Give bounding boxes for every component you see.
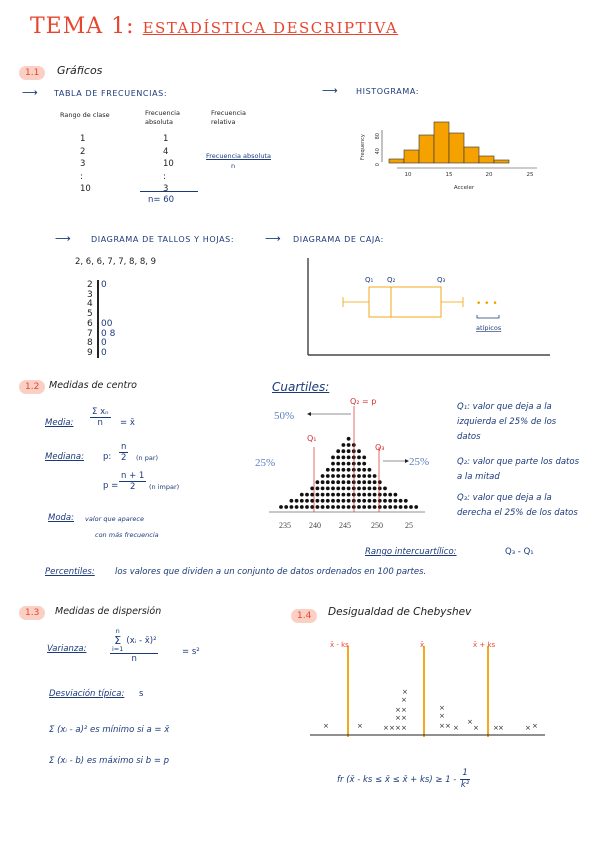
- dotplot-dot: [347, 443, 351, 447]
- dotplot-dot: [284, 505, 288, 509]
- dotplot-dot: [383, 499, 387, 503]
- dotplot-dot: [399, 499, 403, 503]
- chebyshev-frac: [460, 768, 469, 791]
- chebyshev-formula-text: fr (x̄ - ks ≤ x̄ ≤ x̄ + ks) ≥ 1 -: [337, 774, 457, 785]
- stem-value: 9: [87, 347, 93, 358]
- leaf-values: 0: [101, 338, 107, 349]
- arrow-icon: ⟶: [22, 86, 38, 99]
- data-point-x: ×: [453, 724, 459, 732]
- dotplot-dot: [342, 487, 346, 491]
- freq-cell-abs: 4: [163, 146, 169, 157]
- dotplot-dot: [414, 505, 418, 509]
- freq-cell-class: 1: [80, 134, 86, 144]
- dotplot-dot: [368, 487, 372, 491]
- dotplot-dot: [394, 505, 398, 509]
- dotplot-dot: [368, 505, 372, 509]
- chebyshev-formula: [337, 768, 470, 791]
- histogram-bar: [389, 159, 404, 163]
- freq-cell-abs: :: [163, 171, 166, 182]
- dotplot-dot: [357, 499, 361, 503]
- box-iqr: [369, 287, 441, 317]
- dotplot-dot: [347, 437, 351, 441]
- dotplot-dot: [357, 505, 361, 509]
- data-point-x: ×: [401, 714, 407, 722]
- dotplot-dot: [357, 493, 361, 497]
- dotplot-dot: [316, 487, 320, 491]
- dotplot-dot: [347, 474, 351, 478]
- freq-cell-class: 10: [80, 184, 91, 194]
- dotplot-dot: [362, 499, 366, 503]
- histogram-heading: HISTOGRAMA:: [356, 87, 420, 96]
- dotplot-dot: [336, 487, 340, 491]
- section-title-dispersion: Medidas de dispersión: [55, 606, 162, 617]
- varianza-label: Varianza:: [47, 644, 87, 654]
- dotplot-dot: [326, 499, 330, 503]
- label-mean: x̄: [420, 641, 425, 649]
- dotplot-dot: [279, 505, 283, 509]
- section-badge-1-4: 1.4: [291, 609, 317, 623]
- percentiles-label: Percentiles:: [45, 567, 95, 577]
- section-badge-1-2: 1.2: [19, 380, 45, 394]
- dotplot-dot: [347, 487, 351, 491]
- data-point-x: ×: [395, 714, 401, 722]
- arrow-icon: ⟶: [265, 232, 281, 245]
- media-num: Σ xₙ: [92, 407, 109, 417]
- col-header-rango: Rango de clase: [60, 111, 110, 119]
- data-point-x: ×: [498, 724, 504, 732]
- stem-divider: [97, 280, 99, 358]
- dotplot-dot: [331, 474, 335, 478]
- box-q3-label: Q₃: [437, 276, 446, 284]
- dotplot-dot: [409, 505, 413, 509]
- hist-xtick: 15: [445, 172, 453, 178]
- dotplot-dot: [305, 505, 309, 509]
- dotplot-dot: [331, 456, 335, 460]
- freq-table-heading: TABLA DE FRECUENCIAS:: [54, 89, 168, 98]
- hist-ytick: 0: [375, 163, 381, 167]
- dotplot-dot: [362, 462, 366, 466]
- page-title: [30, 14, 398, 39]
- dotplot-dot: [342, 480, 346, 484]
- data-point-x: ×: [402, 688, 408, 696]
- title-name: ESTADÍSTICA DESCRIPTIVA: [142, 19, 399, 37]
- dotplot-dot: [316, 505, 320, 509]
- dotplot-dot: [342, 443, 346, 447]
- dotplot-dot: [321, 493, 325, 497]
- media-den: n: [97, 418, 103, 428]
- moda-label: Moda:: [48, 513, 75, 523]
- box-outliers: • • •: [476, 299, 498, 309]
- dotplot-dot: [357, 474, 361, 478]
- dotplot-dot: [388, 505, 392, 509]
- dotplot-dot: [394, 499, 398, 503]
- dotplot-dot: [373, 499, 377, 503]
- dotplot-dot: [383, 487, 387, 491]
- dotplot-dot: [326, 468, 330, 472]
- dotplot-dot: [347, 505, 351, 509]
- dotplot-dot: [347, 499, 351, 503]
- histogram-bars: [389, 122, 509, 163]
- dotplot-dot: [316, 493, 320, 497]
- label-mean-minus-ks: x̄ - ks: [330, 641, 349, 649]
- dotplot-dot: [331, 505, 335, 509]
- mediana-f2-num: n + 1: [121, 471, 145, 481]
- varianza-sum-top: n: [115, 627, 120, 635]
- varianza-sum-symbol: Σ: [114, 634, 122, 647]
- dotplot-dot: [362, 474, 366, 478]
- dotplot-dot: [295, 505, 299, 509]
- dotplot-dot: [336, 456, 340, 460]
- dotplot-dot: [300, 493, 304, 497]
- qnote-2-label: Q₂:: [457, 457, 470, 467]
- hist-xlabel: Acceler: [453, 185, 475, 191]
- label-q3: Q₃: [375, 443, 385, 452]
- dotplot-dot: [404, 499, 408, 503]
- qnote-3-text: valor que deja a la derecha el 25% de los datos: [457, 493, 578, 518]
- dotplot-dot: [336, 462, 340, 466]
- dotplot-dot: [305, 499, 309, 503]
- data-point-x: ×: [473, 724, 479, 732]
- dotplot-dot: [331, 462, 335, 466]
- stem-value: 3: [87, 289, 93, 300]
- dotplot-dot: [383, 505, 387, 509]
- dotplot-dot: [357, 449, 361, 453]
- data-point-x: ×: [323, 722, 329, 730]
- varianza-sigma: [112, 628, 123, 653]
- percentiles-text: los valores que dividen a un conjunto de datos ordenados en 100 partes.: [115, 567, 427, 577]
- dotplot-dot: [373, 487, 377, 491]
- dotplot-dot: [336, 505, 340, 509]
- stem-value: 6: [87, 318, 93, 329]
- dotplot-dot: [373, 505, 377, 509]
- histogram-bar: [494, 160, 509, 163]
- label-25-left: 25%: [255, 457, 276, 469]
- histogram-bar: [404, 150, 419, 163]
- max-property: Σ (xᵢ - b) es máximo si b = p: [49, 756, 170, 766]
- dotplot-dot: [362, 493, 366, 497]
- dotplot-dot: [331, 499, 335, 503]
- dotplot-dot: [316, 499, 320, 503]
- dotplot-dot: [342, 493, 346, 497]
- data-point-x: ×: [401, 724, 407, 732]
- dotplot-dot: [310, 505, 314, 509]
- data-point-x: ×: [395, 724, 401, 732]
- histogram-bar: [419, 135, 434, 163]
- mediana-f2-den: 2: [129, 482, 136, 492]
- media-formula: [90, 407, 111, 428]
- data-point-x: ×: [395, 706, 401, 714]
- mediana-f1: [119, 442, 128, 463]
- data-point-x: ×: [383, 724, 389, 732]
- dotplot-dot: [362, 456, 366, 460]
- section-title-centro: Medidas de centro: [49, 380, 137, 391]
- section-badge-1-3: 1.3: [19, 606, 45, 620]
- dotplot-dot: [305, 493, 309, 497]
- dotplot-dot: [388, 499, 392, 503]
- dotplot-dot: [326, 480, 330, 484]
- section-title-graficos: Gráficos: [57, 64, 103, 77]
- histogram-bar: [464, 147, 479, 163]
- stem-value: 4: [87, 299, 93, 310]
- label-mean-plus-ks: x̄ + ks: [473, 641, 496, 649]
- media-eq: = x̄: [120, 418, 135, 428]
- varianza-eq: = s²: [182, 647, 200, 657]
- dotplot-dot: [347, 493, 351, 497]
- qnote-3: [457, 491, 582, 521]
- mediana-f1-den: 2: [120, 453, 127, 463]
- freq-cell-abs: 1: [163, 134, 169, 144]
- media-label: Media:: [45, 418, 74, 428]
- desviacion-value: s: [139, 689, 144, 699]
- dot-xtick: 235: [279, 521, 291, 530]
- dotplot-dot: [326, 487, 330, 491]
- title-tema: TEMA 1:: [30, 14, 135, 39]
- data-point-x: ×: [439, 712, 445, 720]
- dotplot-dot: [331, 493, 335, 497]
- dotplot-dot: [336, 499, 340, 503]
- rango-value: Q₃ - Q₁: [505, 547, 534, 557]
- hist-ylabel: Frequency: [360, 134, 366, 160]
- dot-xtick: 250: [371, 521, 383, 530]
- hist-ytick: 80: [375, 133, 381, 140]
- arrow-icon: ⟶: [55, 232, 71, 245]
- stem-heading: DIAGRAMA DE TALLOS Y HOJAS:: [91, 235, 235, 244]
- dotplot-dot: [326, 474, 330, 478]
- dotplot-dot: [310, 487, 314, 491]
- dotplot-dot: [404, 505, 408, 509]
- dotplot-dot: [336, 449, 340, 453]
- box-q2-label: Q₂: [387, 276, 396, 284]
- data-point-x: ×: [357, 722, 363, 730]
- mediana-p2: p =: [103, 481, 119, 491]
- dotplot-dot: [321, 505, 325, 509]
- histogram-chart: [352, 110, 552, 200]
- mediana-f2: [119, 471, 146, 492]
- dotplot-dot: [331, 480, 335, 484]
- dotplot-dot: [373, 493, 377, 497]
- histogram-bar: [479, 156, 494, 163]
- dotplot-dot: [357, 487, 361, 491]
- dotplot-dot: [378, 480, 382, 484]
- dotplot-dot: [326, 505, 330, 509]
- stem-value: 2: [87, 280, 93, 290]
- qnote-1-text: valor que deja a la izquierda el 25% de los datos: [457, 402, 557, 442]
- label-25-right: 25%: [409, 456, 430, 468]
- box-plot: [305, 255, 555, 360]
- freq-cell-abs: 10: [163, 159, 174, 169]
- dotplot-dot: [336, 468, 340, 472]
- dotplot-dot: [347, 456, 351, 460]
- qnote-1-label: Q₁:: [457, 402, 470, 412]
- dotplot-dot: [342, 456, 346, 460]
- hist-xtick: 20: [485, 172, 493, 178]
- data-point-x: ×: [493, 724, 499, 732]
- dotplot-dot: [300, 505, 304, 509]
- cuartiles-heading: Cuartiles:: [272, 380, 330, 394]
- dot-xtick: 245: [339, 521, 351, 530]
- dotplot-dot: [342, 449, 346, 453]
- moda-text-1: valor que aparece: [85, 515, 144, 523]
- dot-xtick: 25: [405, 521, 413, 530]
- stem-value: 8: [87, 338, 93, 349]
- data-point-x: ×: [525, 724, 531, 732]
- chebyshev-diagram: [305, 632, 550, 747]
- dotplot-dot: [310, 493, 314, 497]
- dotplot-dot: [383, 493, 387, 497]
- dotplot-dot: [362, 505, 366, 509]
- dotplot-dot: [326, 493, 330, 497]
- dotplot-dot: [290, 499, 294, 503]
- freq-cell-class: :: [80, 171, 83, 182]
- data-point-x: ×: [439, 704, 445, 712]
- stem-value: 7: [87, 328, 93, 339]
- min-property: Σ (xᵢ - a)² es mínimo si a = x̄: [49, 725, 170, 735]
- dotplot-dot: [347, 449, 351, 453]
- dotplot-dot: [290, 505, 294, 509]
- dotplot-dot: [373, 474, 377, 478]
- dotplot-dot: [342, 505, 346, 509]
- qnote-2: [457, 455, 582, 485]
- hist-xtick: 25: [526, 172, 534, 178]
- dotplot-dot: [357, 468, 361, 472]
- dotplot-dot: [378, 487, 382, 491]
- dotplot-dot: [300, 499, 304, 503]
- label-50: 50%: [274, 410, 295, 422]
- varianza-num: [110, 628, 158, 654]
- dotplot-dot: [342, 468, 346, 472]
- data-point-x: ×: [439, 722, 445, 730]
- dotplot-dot: [368, 468, 372, 472]
- mediana-label: Mediana:: [45, 452, 84, 462]
- dotplot-dot: [378, 505, 382, 509]
- mediana-par: (n par): [136, 454, 159, 462]
- histogram-bar: [449, 133, 464, 163]
- dotplot-dots: [279, 437, 418, 509]
- qnote-3-label: Q₃:: [457, 493, 470, 503]
- dotplot-dot: [357, 462, 361, 466]
- histogram-bar: [434, 122, 449, 163]
- dotplot-dot: [394, 493, 398, 497]
- chebyshev-frac-den: k²: [460, 780, 470, 790]
- dotplot-dot: [362, 468, 366, 472]
- label-q1: Q₁: [307, 434, 317, 443]
- dotplot-dot: [336, 493, 340, 497]
- data-point-x: ×: [401, 696, 407, 704]
- section-title-chebyshev: Desigualdad de Chebyshev: [328, 606, 472, 618]
- dotplot-dot: [347, 462, 351, 466]
- data-point-x: ×: [401, 706, 407, 714]
- dotplot-dot: [388, 493, 392, 497]
- dotplot-dot: [347, 468, 351, 472]
- chebyshev-frac-num: 1: [462, 768, 468, 778]
- dotplot-dot: [310, 499, 314, 503]
- dotplot-dot: [342, 462, 346, 466]
- dotplot-dot: [331, 487, 335, 491]
- total-line: [140, 191, 198, 192]
- dotplot-dot: [368, 474, 372, 478]
- freq-total: n= 60: [148, 195, 175, 205]
- dot-xtick: 240: [309, 521, 321, 530]
- dotplot-dot: [316, 480, 320, 484]
- dotplot-dot: [321, 487, 325, 491]
- dotplot-dot: [368, 493, 372, 497]
- dotplot-dot: [368, 480, 372, 484]
- stem-data: 2, 6, 6, 7, 7, 8, 8, 9: [75, 257, 157, 267]
- qnote-2-text: valor que parte los datos a la mitad: [457, 457, 580, 482]
- chebyshev-points: [323, 688, 538, 732]
- relative-formula-num: Frecuencia absoluta: [206, 152, 271, 160]
- dotplot-dot: [373, 480, 377, 484]
- freq-cell-class: 3: [80, 159, 86, 169]
- dotplot-dot: [378, 499, 382, 503]
- freq-cell-abs: 3: [163, 184, 169, 194]
- data-point-x: ×: [467, 718, 473, 726]
- dotplot-dot: [342, 499, 346, 503]
- box-q1-label: Q₁: [365, 276, 374, 284]
- data-point-x: ×: [389, 724, 395, 732]
- desviacion-label: Desviación típica:: [49, 689, 125, 699]
- dotplot-dot: [321, 480, 325, 484]
- dotplot-dot: [342, 474, 346, 478]
- dotplot-dot: [295, 499, 299, 503]
- dotplot-dot: [336, 474, 340, 478]
- dotplot-dot: [357, 480, 361, 484]
- leaf-values: 0 8: [101, 328, 116, 339]
- dotplot-dot: [399, 505, 403, 509]
- col-header-abs: Frecuencia absoluta: [145, 109, 180, 126]
- box-heading: DIAGRAMA DE CAJA:: [293, 235, 384, 244]
- dotplot-dot: [331, 468, 335, 472]
- relative-formula-den: n: [231, 162, 236, 170]
- rango-label: Rango intercuartílico:: [365, 547, 457, 557]
- dotplot-dot: [362, 480, 366, 484]
- dotplot-dot: [357, 456, 361, 460]
- stem-value: 5: [87, 309, 93, 320]
- leaf-values: 00: [101, 318, 113, 329]
- hist-xtick: 10: [404, 172, 412, 178]
- moda-text-2: con más frecuencia: [95, 531, 159, 539]
- cuartiles-dotplot: [247, 392, 447, 537]
- qnote-1: [457, 400, 582, 445]
- dotplot-dot: [362, 487, 366, 491]
- leaf-values: 0: [101, 347, 107, 358]
- label-q2p: Q₂ = p: [350, 397, 377, 406]
- section-badge-1-1: 1.1: [19, 66, 45, 80]
- varianza-formula: [110, 628, 158, 664]
- data-point-x: ×: [445, 722, 451, 730]
- leaf-values: 0: [101, 280, 107, 290]
- dotplot-dot: [378, 493, 382, 497]
- dotplot-dot: [321, 474, 325, 478]
- varianza-den: n: [131, 654, 137, 664]
- data-point-x: ×: [532, 722, 538, 730]
- dotplot-dot: [336, 480, 340, 484]
- mediana-p1: p:: [103, 452, 112, 462]
- dotplot-dot: [347, 480, 351, 484]
- hist-ytick: 40: [375, 148, 381, 155]
- dotplot-dot: [368, 499, 372, 503]
- varianza-sum-bot: i=1: [112, 645, 124, 653]
- col-header-rel: Frecuencia relativa: [211, 109, 246, 126]
- freq-cell-class: 2: [80, 146, 86, 157]
- box-atipicos-label: atípicos: [476, 324, 502, 332]
- mediana-impar: (n impar): [149, 483, 180, 491]
- mediana-f1-num: n: [121, 442, 127, 452]
- arrow-icon: ⟶: [322, 84, 338, 97]
- dotplot-dot: [321, 499, 325, 503]
- varianza-body: (xᵢ - x̄)²: [126, 635, 157, 646]
